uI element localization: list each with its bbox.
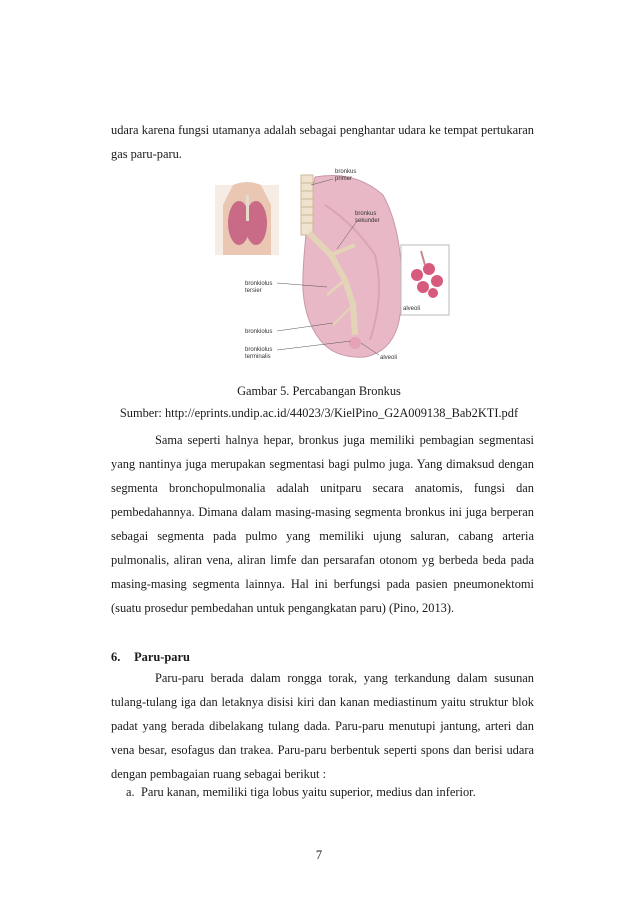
alveoli-inset	[401, 245, 449, 315]
paru-paragraph: Paru-paru berada dalam rongga torak, yang terkandung dalam susunan tulang-tulang iga dan letaknya disisi kiri dan kanan mediastinum yaitu struktur blok padat yang berada dibelakang tulang dada. Paru-paru menutupi jantung, arteri dan vena besar, esofagus dan trakea. Paru-paru berbentuk seperti spons dan berisi udara dengan pembagaian ruang sebagai berikut :	[111, 671, 534, 781]
section-heading	[111, 650, 190, 665]
bronchial-branching-figure	[205, 165, 450, 375]
label-bronkiolus-terminalis-1: bronkiolus	[245, 347, 273, 353]
label-bronkus-primer-1: bronkus	[335, 169, 357, 175]
label-bronkus-sekunder-1: bronkus	[355, 211, 377, 217]
section-title: Paru-paru	[134, 650, 190, 664]
label-bronkiolus-tersier-1: bronkiolus	[245, 281, 273, 287]
figure-caption: Gambar 5. Percabangan Bronkus	[237, 384, 401, 398]
label-bronkus-sekunder-2: sekunder	[355, 218, 380, 224]
list-item	[126, 785, 476, 800]
lung-main	[301, 175, 402, 357]
label-bronkiolus-terminalis-2: terminalis	[245, 354, 271, 360]
lung-illustration	[205, 165, 450, 375]
intro-paragraph: udara karena fungsi utamanya adalah sebagai penghantar udara ke tempat pertukaran gas paru-paru.	[111, 123, 534, 161]
figure-source: Sumber: http://eprints.undip.ac.id/44023/3/KielPino_G2A009138_Bab2KTI.pdf	[119, 406, 519, 420]
label-alveoli-inset: alveoli	[403, 306, 421, 312]
label-bronkiolus: bronkiolus	[245, 329, 273, 335]
label-alveoli: alveoli	[380, 355, 398, 361]
section-number: 6.	[111, 650, 121, 664]
page-number: 7	[315, 848, 323, 862]
label-bronkus-primer-2: primer	[335, 176, 353, 182]
label-bronkiolus-tersier-2: tersier	[245, 288, 262, 294]
torso-inset	[215, 182, 279, 255]
list-text: Paru kanan, memiliki tiga lobus yaitu superior, medius dan inferior.	[141, 785, 476, 799]
bronkus-paragraph: Sama seperti halnya hepar, bronkus juga memiliki pembagian segmentasi yang nantinya juga merupakan segmentasi bagi pulmo juga. Yang dimaksud dengan segmenta bronchopulmonalia adalah unitparu secara anatomis, fungsi dan pembedahannya. Dimana dalam masing-masing segmenta bronkus ini juga berperan sebagai segmenta pada pulmo yang memiliki ujung saluran, cabang arteria pulmonalis, aliran vena, aliran limfe dan persarafan otonom yg berbeda beda pada masing-masing segmenta lainnya. Hal ini berfungsi pada pasien pneumonektomi (suatu prosedur pembedahan untuk pengangkatan paru) (Pino, 2013).	[111, 433, 534, 615]
list-marker: a.	[126, 785, 135, 799]
